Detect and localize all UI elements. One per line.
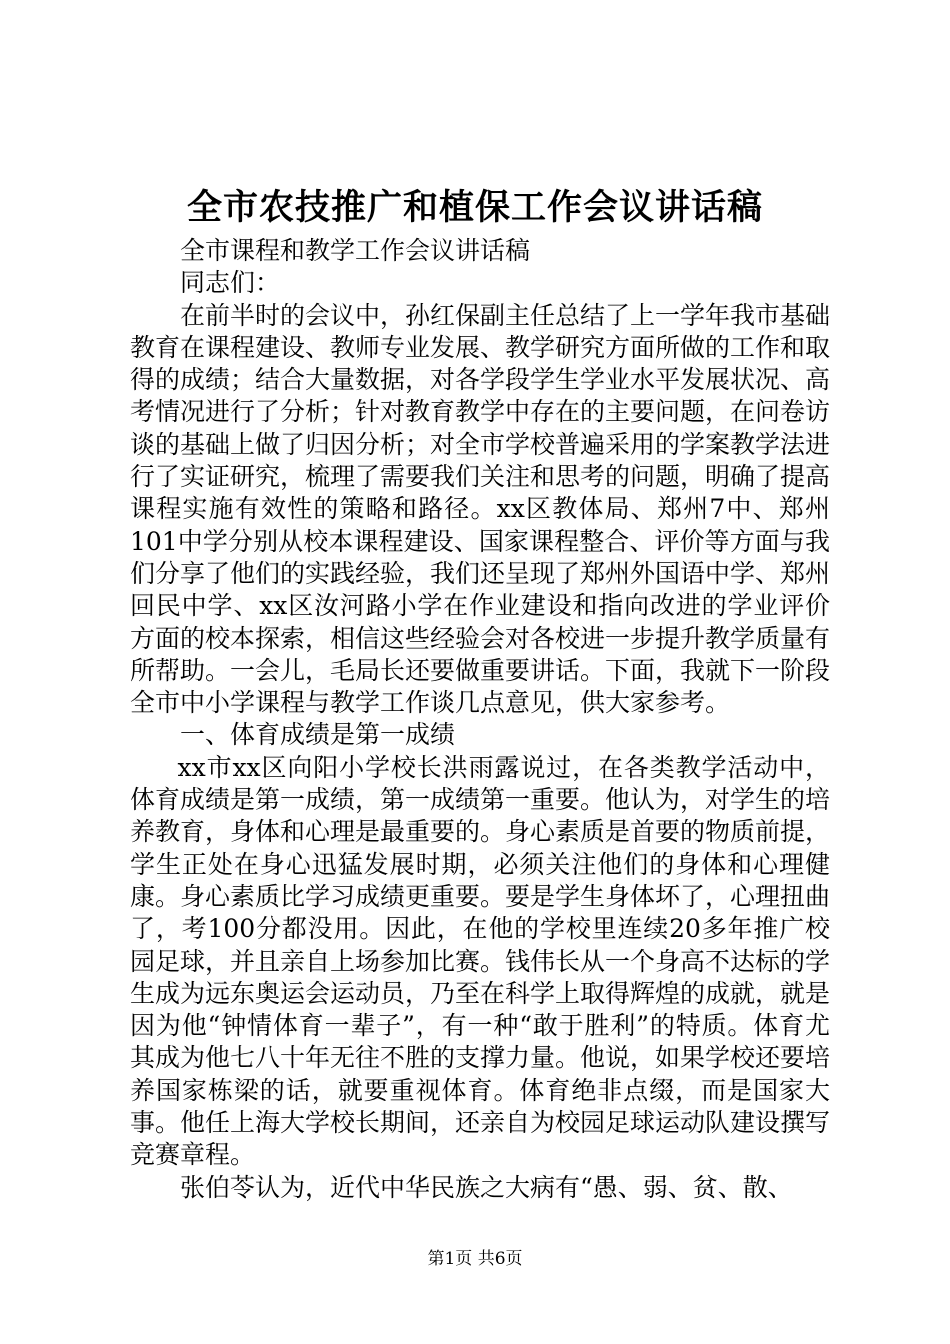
paragraph-subtitle: 全市课程和教学工作会议讲话稿 [180,236,531,265]
document-body [130,235,830,1204]
section-heading: 一、体育成绩是第一成绩 [180,720,456,750]
paragraph-intro: 在前半时的会议中，孙红保副主任总结了上一学年我市基础教育在课程建设、教师专业发展、教学研究方面所做的工作和取得的成绩；结合大量数据，对各学段学生学业水平发展状况、高考情况进行了分析；针对教育教学中存在的主要问题，在问卷访谈的基础上做了归因分析；对全市学校普遍采用的学案教学法进行了实证研究，梳理了需要我们关注和思考的问题，明确了提高课程实施有效性的策略和路径。xx区教体局、郑州7中、郑州101中学分别从校本课程建设、国家课程整合、评价等方面与我们分享了他们的实践经验，我们还呈现了郑州外国语中学、郑州回民中学、xx区汝河路小学在作业建设和指向改进的学业评价方面的校本探索，相信这些经验会对各校进一步提升教学质量有所帮助。一会儿，毛局长还要做重要讲话。下面，我就下一阶段全市中小学课程与教学工作谈几点意见，供大家参考。 [130,300,831,718]
paragraph-continued: 张伯苓认为，近代中华民族之大病有“愚、弱、贫、散、 [180,1172,793,1202]
page-number-footer: 第1页 共6页 [427,1249,523,1269]
document-title: 全市农技推广和植保工作会议讲话稿 [186,187,763,228]
paragraph-section-one: xx市xx区向阳小学校长洪雨露说过，在各类教学活动中，体育成绩是第一成绩，第一成绩第一重要。他认为，对学生的培养教育，身体和心理是最重要的。身心素质是首要的物质前提，学生正处在身心迅猛发展时期，必须关注他们的身体和心理健康。身心素质比学习成绩更重要。要是学生身体坏了，心理扭曲了，考100分都没用。因此，在他的学校里连续20多年推广校园足球，并且亲自上场参加比赛。钱伟长从一个身高不达标的学生成为远东奥运会运动员，乃至在科学上取得辉煌的成就，就是因为他“钟情体育一辈子”，有一种“敢于胜利”的特质。体育尤其成为他七八十年无往不胜的支撑力量。他说，如果学校还要培养国家栋梁的话，就要重视体育。体育绝非点缀，而是国家大事。他任上海大学校长期间，还亲自为校园足球运动队建设撰写竞赛章程。 [130,752,831,1170]
paragraph-salutation: 同志们： [180,268,281,298]
